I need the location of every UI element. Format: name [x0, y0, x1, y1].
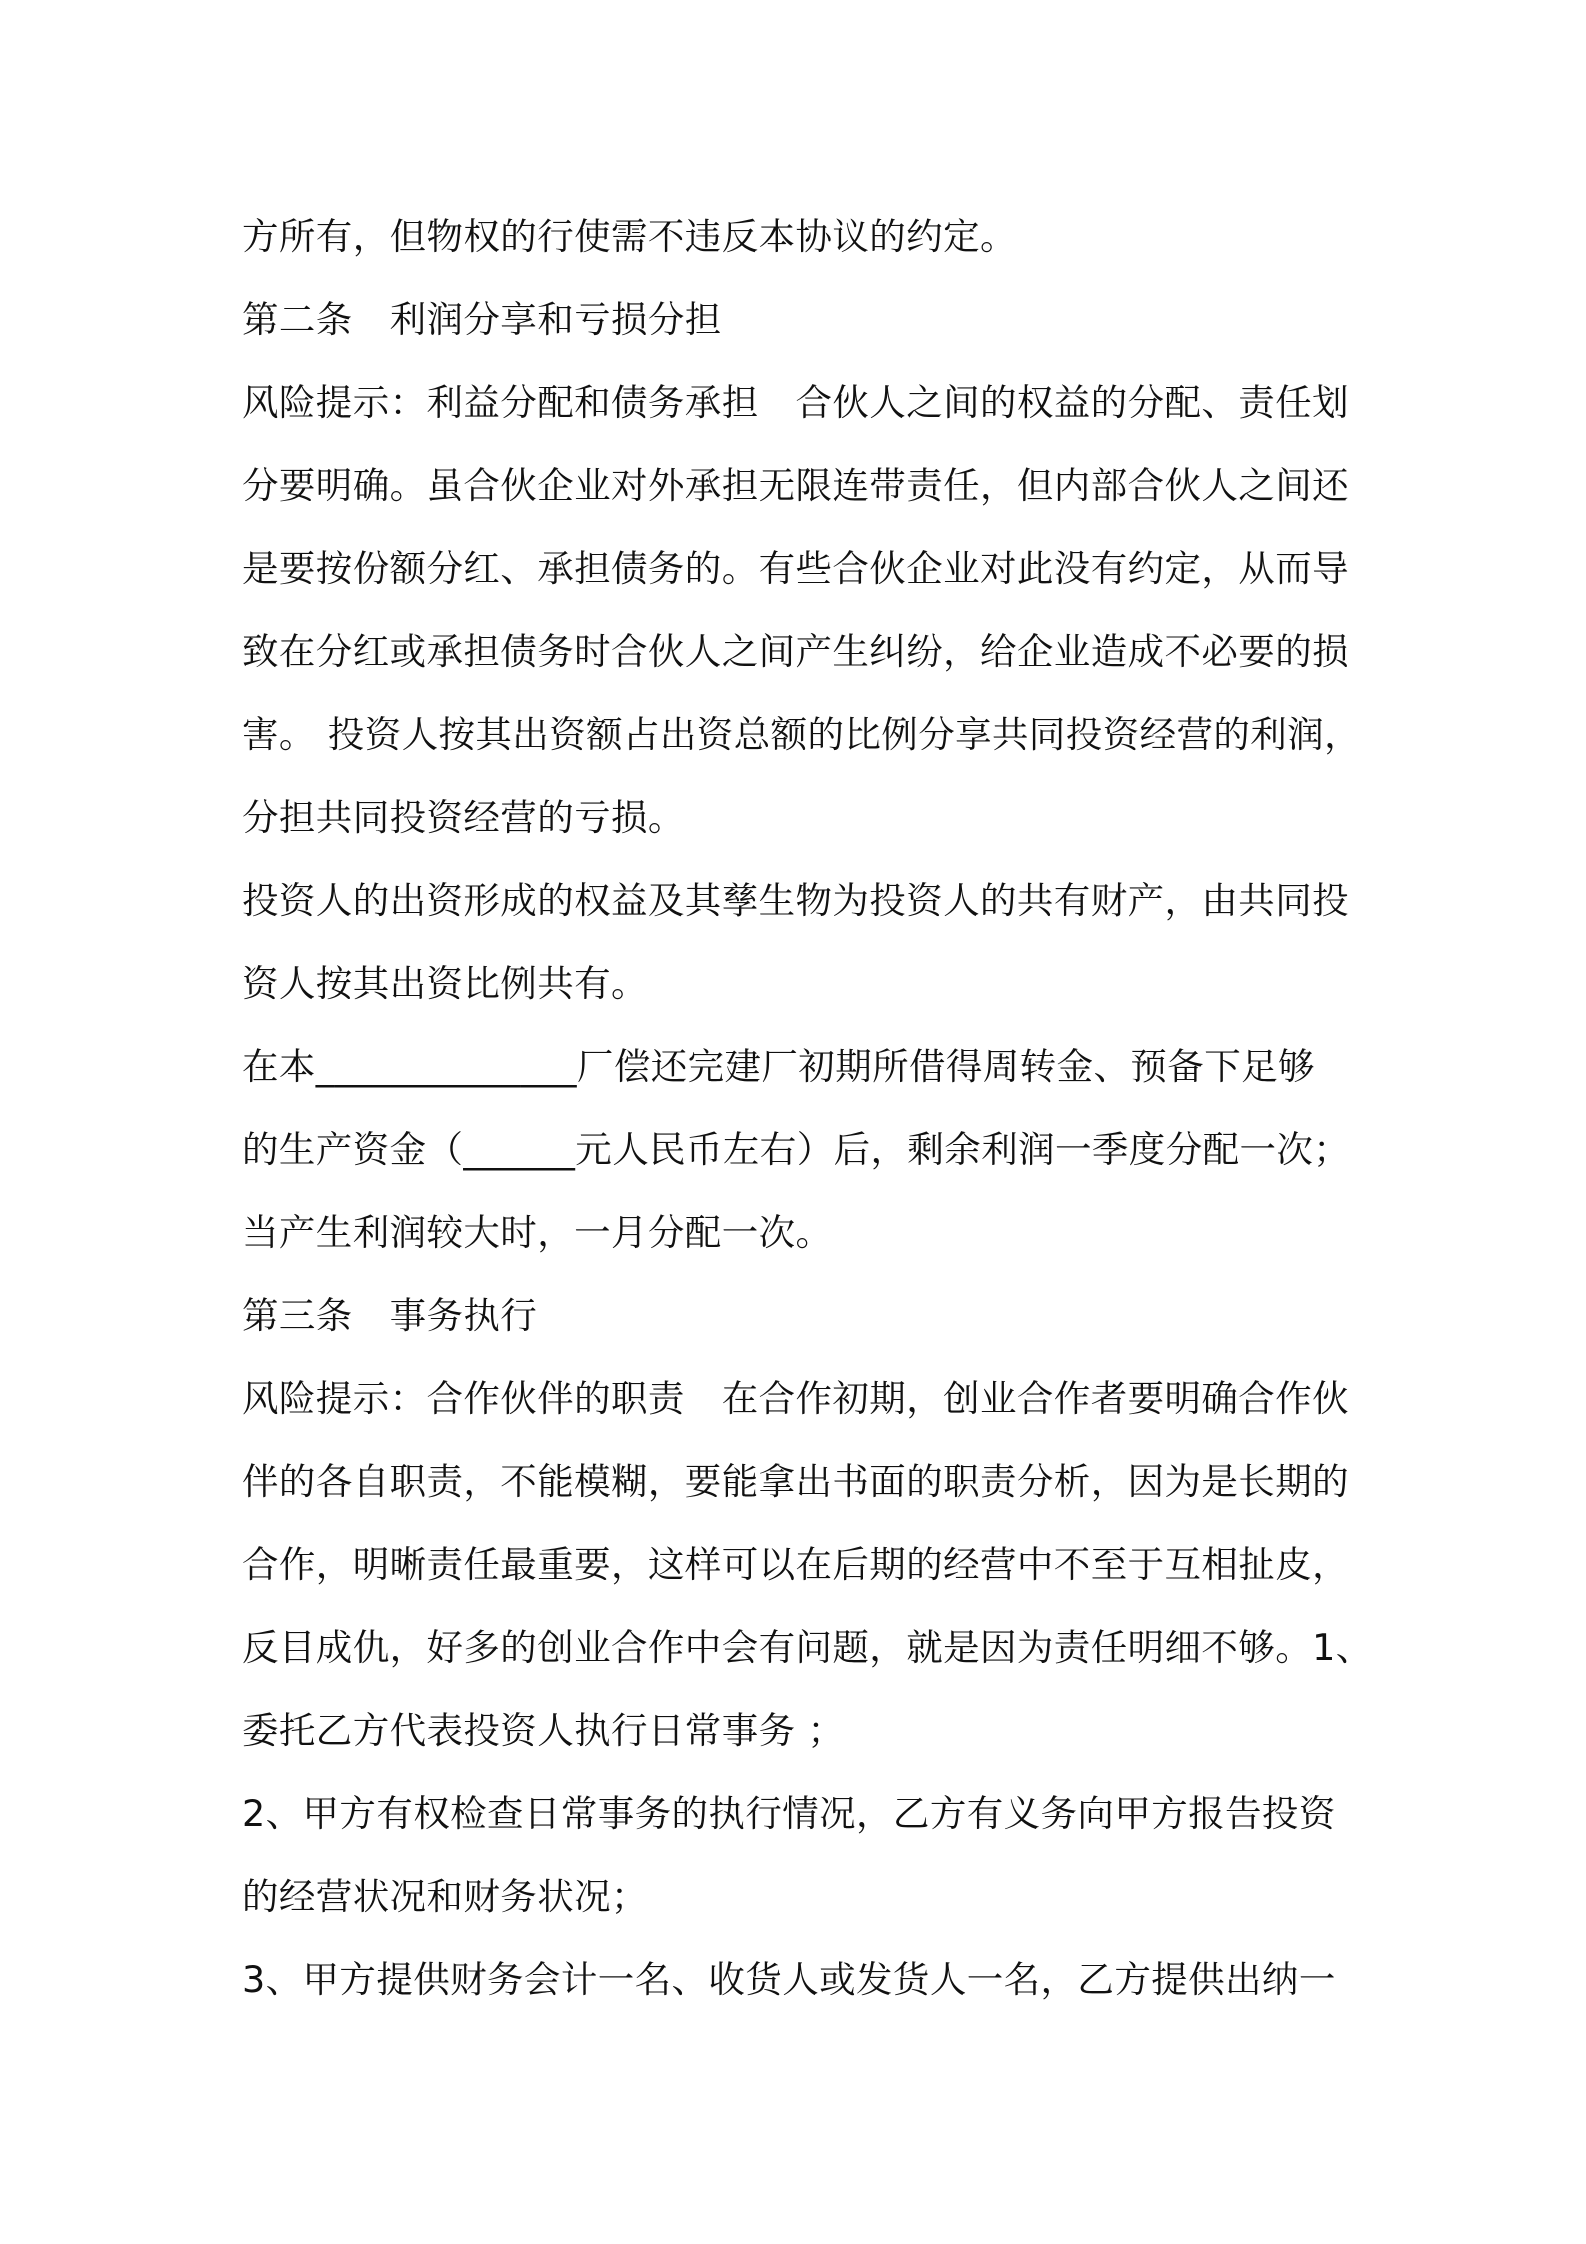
text-line: 风险提示：利益分配和债务承担 合伙人之间的权益的分配、责任划 [242, 381, 1349, 424]
section-heading: 第二条 利润分享和亏损分担 [242, 298, 722, 341]
text-line: 的经营状况和财务状况； [242, 1875, 648, 1918]
text-line: 3、甲方提供财务会计一名、收货人或发货人一名，乙方提供出纳一 [242, 1958, 1336, 2001]
text-line: 害。 投资人按其出资额占出资总额的比例分享共同投资经营的利润， [242, 713, 1362, 756]
text-line: 分担共同投资经营的亏损。 [242, 796, 685, 839]
text-line: 资人按其出资比例共有。 [242, 962, 648, 1005]
text-line: 的生产资金（______元人民币左右）后，剩余利润一季度分配一次； [242, 1128, 1351, 1171]
text-line: 合作，明晰责任最重要，这样可以在后期的经营中不至于互相扯皮， [242, 1543, 1349, 1586]
text-line: 方所有，但物权的行使需不违反本协议的约定。 [242, 215, 1017, 258]
text-line: 是要按份额分红、承担债务的。有些合伙企业对此没有约定，从而导 [242, 547, 1349, 590]
text-line: 2、甲方有权检查日常事务的执行情况，乙方有义务向甲方报告投资 [242, 1792, 1336, 1835]
text-line: 分要明确。虽合伙企业对外承担无限连带责任，但内部合伙人之间还 [242, 464, 1349, 507]
text-line: 风险提示：合作伙伴的职责 在合作初期，创业合作者要明确合作伙 [242, 1377, 1349, 1420]
document-body [242, 195, 1373, 2021]
text-line: 当产生利润较大时，一月分配一次。 [242, 1211, 833, 1254]
text-line: 反目成仇，好多的创业合作中会有问题，就是因为责任明细不够。1、 [242, 1626, 1373, 1669]
section-heading: 第三条 事务执行 [242, 1294, 538, 1337]
text-line: 致在分红或承担债务时合伙人之间产生纠纷，给企业造成不必要的损 [242, 630, 1349, 673]
text-line: 伴的各自职责，不能模糊，要能拿出书面的职责分析，因为是长期的 [242, 1460, 1349, 1503]
text-line: 投资人的出资形成的权益及其孳生物为投资人的共有财产，由共同投 [242, 879, 1349, 922]
text-line: 委托乙方代表投资人执行日常事务 ； [242, 1709, 845, 1752]
text-line: 在本______________厂偿还完建厂初期所借得周转金、预备下足够 [242, 1045, 1315, 1088]
